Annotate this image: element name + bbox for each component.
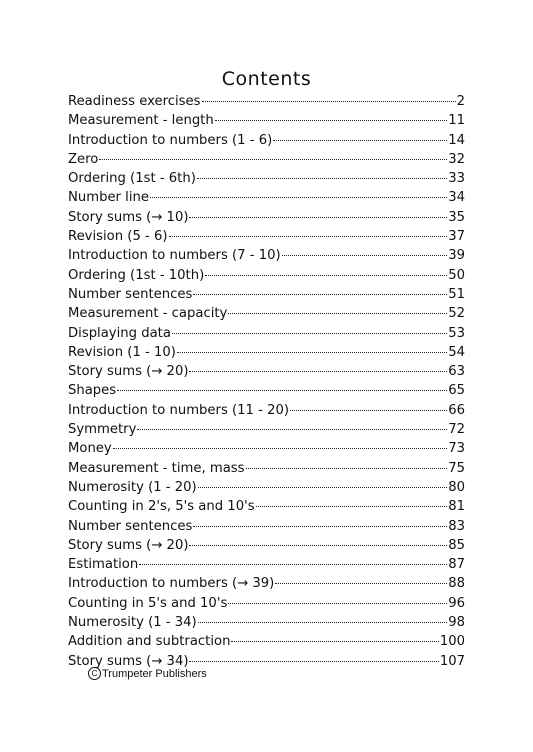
toc-entry (68, 478, 465, 497)
toc-entry-page: 107 (439, 653, 465, 669)
toc-entry-label: Story sums (→ 10) (68, 209, 189, 225)
toc-entry-label: Story sums (→ 20) (68, 537, 189, 553)
toc-dot-leader (113, 448, 447, 449)
toc-dot-leader (99, 159, 447, 160)
copyright-icon: C (88, 667, 101, 680)
toc-entry-page: 33 (448, 171, 465, 187)
toc-entry (68, 439, 465, 458)
toc-entry-label: Numerosity (1 - 34) (68, 615, 197, 631)
toc-entry-page: 53 (448, 325, 465, 341)
toc-dot-leader (282, 255, 448, 256)
toc-entry-page: 72 (448, 422, 465, 438)
toc-entry-page: 75 (448, 460, 465, 476)
toc-dot-leader (193, 526, 447, 527)
toc-dot-leader (169, 236, 448, 237)
toc-dot-leader (228, 603, 447, 604)
toc-entry (68, 304, 465, 323)
toc-entry-page: 73 (448, 441, 465, 457)
toc-entry-label: Introduction to numbers (7 - 10) (68, 248, 281, 264)
toc-entry-page: 11 (448, 113, 465, 129)
toc-dot-leader (189, 661, 438, 662)
toc-entry-label: Number line (68, 190, 149, 206)
toc-entry-page: 37 (448, 229, 465, 245)
toc-dot-leader (139, 564, 447, 565)
toc-dot-leader (202, 101, 456, 102)
toc-entry (68, 131, 465, 150)
toc-dot-leader (177, 352, 447, 353)
toc-entry-label: Story sums (→ 20) (68, 364, 189, 380)
toc-entry-page: 96 (448, 595, 465, 611)
toc-entry-label: Counting in 5's and 10's (68, 595, 228, 611)
toc-dot-leader (189, 371, 447, 372)
toc-dot-leader (231, 641, 438, 642)
toc-dot-leader (198, 622, 448, 623)
toc-entry-label: Readiness exercises (68, 94, 201, 109)
table-of-contents (68, 92, 465, 671)
toc-entry (68, 362, 465, 381)
toc-entry (68, 517, 465, 536)
toc-entry (68, 574, 465, 593)
toc-dot-leader (117, 390, 447, 391)
toc-entry-page: 85 (448, 537, 465, 553)
toc-entry (68, 111, 465, 130)
toc-entry (68, 343, 465, 362)
copyright-footer (88, 667, 207, 680)
toc-dot-leader (193, 294, 447, 295)
toc-dot-leader (189, 217, 447, 218)
toc-dot-leader (150, 197, 447, 198)
toc-entry-label: Revision (1 - 10) (68, 344, 176, 360)
toc-entry-label: Displaying data (68, 325, 171, 341)
toc-dot-leader (189, 545, 447, 546)
toc-entry (68, 150, 465, 169)
toc-dot-leader (246, 468, 448, 469)
toc-entry-page: 52 (448, 306, 465, 322)
toc-entry-page: 50 (448, 267, 465, 283)
toc-dot-leader (205, 275, 447, 276)
toc-dot-leader (275, 583, 447, 584)
toc-entry-label: Ordering (1st - 6th) (68, 171, 196, 187)
toc-entry-page: 35 (448, 209, 465, 225)
toc-entry-page: 54 (448, 344, 465, 360)
toc-entry-page: 88 (448, 576, 465, 592)
toc-entry-page: 34 (448, 190, 465, 206)
toc-dot-leader (215, 120, 448, 121)
toc-entry-label: Introduction to numbers (→ 39) (68, 576, 275, 592)
toc-entry-label: Ordering (1st - 10th) (68, 267, 205, 283)
toc-entry-page: 14 (448, 132, 465, 148)
toc-entry-label: Estimation (68, 557, 139, 573)
toc-entry-page: 65 (448, 383, 465, 399)
toc-entry (68, 555, 465, 574)
toc-entry (68, 420, 465, 439)
toc-entry (68, 613, 465, 632)
toc-entry (68, 285, 465, 304)
toc-entry-label: Revision (5 - 6) (68, 229, 168, 245)
toc-entry-page: 63 (448, 364, 465, 380)
toc-entry-page: 87 (448, 557, 465, 573)
toc-entry (68, 594, 465, 613)
toc-entry-label: Number sentences (68, 286, 193, 302)
toc-dot-leader (228, 313, 447, 314)
toc-entry-label: Number sentences (68, 518, 193, 534)
toc-entry-label: Story sums (→ 34) (68, 653, 189, 669)
toc-dot-leader (137, 429, 447, 430)
toc-entry-label: Counting in 2's, 5's and 10's (68, 499, 255, 515)
toc-entry-page: 66 (448, 402, 465, 418)
toc-entry (68, 92, 465, 111)
toc-entry-page: 51 (448, 286, 465, 302)
toc-entry (68, 266, 465, 285)
toc-entry-label: Measurement - time, mass (68, 460, 245, 476)
toc-entry (68, 169, 465, 188)
toc-entry (68, 459, 465, 478)
toc-entry (68, 401, 465, 420)
toc-entry-label: Introduction to numbers (11 - 20) (68, 402, 290, 418)
toc-entry-label: Zero (68, 151, 99, 167)
page-title: Contents (221, 68, 312, 90)
toc-entry (68, 246, 465, 265)
toc-entry-page: 80 (448, 479, 465, 495)
publisher-name: Trumpeter Publishers (102, 667, 207, 680)
toc-entry (68, 497, 465, 516)
toc-entry-page: 39 (448, 248, 465, 264)
toc-entry-page: 100 (439, 634, 465, 650)
toc-entry-label: Numerosity (1 - 20) (68, 479, 197, 495)
toc-entry (68, 208, 465, 227)
toc-entry (68, 188, 465, 207)
toc-entry-label: Measurement - capacity (68, 306, 228, 322)
toc-entry-page: 83 (448, 518, 465, 534)
toc-entry (68, 381, 465, 400)
toc-dot-leader (290, 410, 447, 411)
toc-dot-leader (273, 140, 447, 141)
toc-entry-page: 32 (448, 151, 465, 167)
toc-entry-label: Money (68, 441, 112, 457)
toc-entry-page: 2 (456, 94, 465, 109)
toc-dot-leader (172, 333, 447, 334)
toc-entry-label: Shapes (68, 383, 117, 399)
toc-entry (68, 632, 465, 651)
toc-entry-label: Symmetry (68, 422, 137, 438)
toc-entry-label: Addition and subtraction (68, 634, 231, 650)
toc-entry-page: 81 (448, 499, 465, 515)
toc-dot-leader (198, 487, 448, 488)
toc-entry (68, 536, 465, 555)
toc-entry (68, 324, 465, 343)
toc-dot-leader (256, 506, 448, 507)
toc-entry-label: Introduction to numbers (1 - 6) (68, 132, 273, 148)
toc-entry-page: 98 (448, 615, 465, 631)
toc-entry (68, 227, 465, 246)
toc-entry-label: Measurement - length (68, 113, 214, 129)
toc-dot-leader (197, 178, 447, 179)
